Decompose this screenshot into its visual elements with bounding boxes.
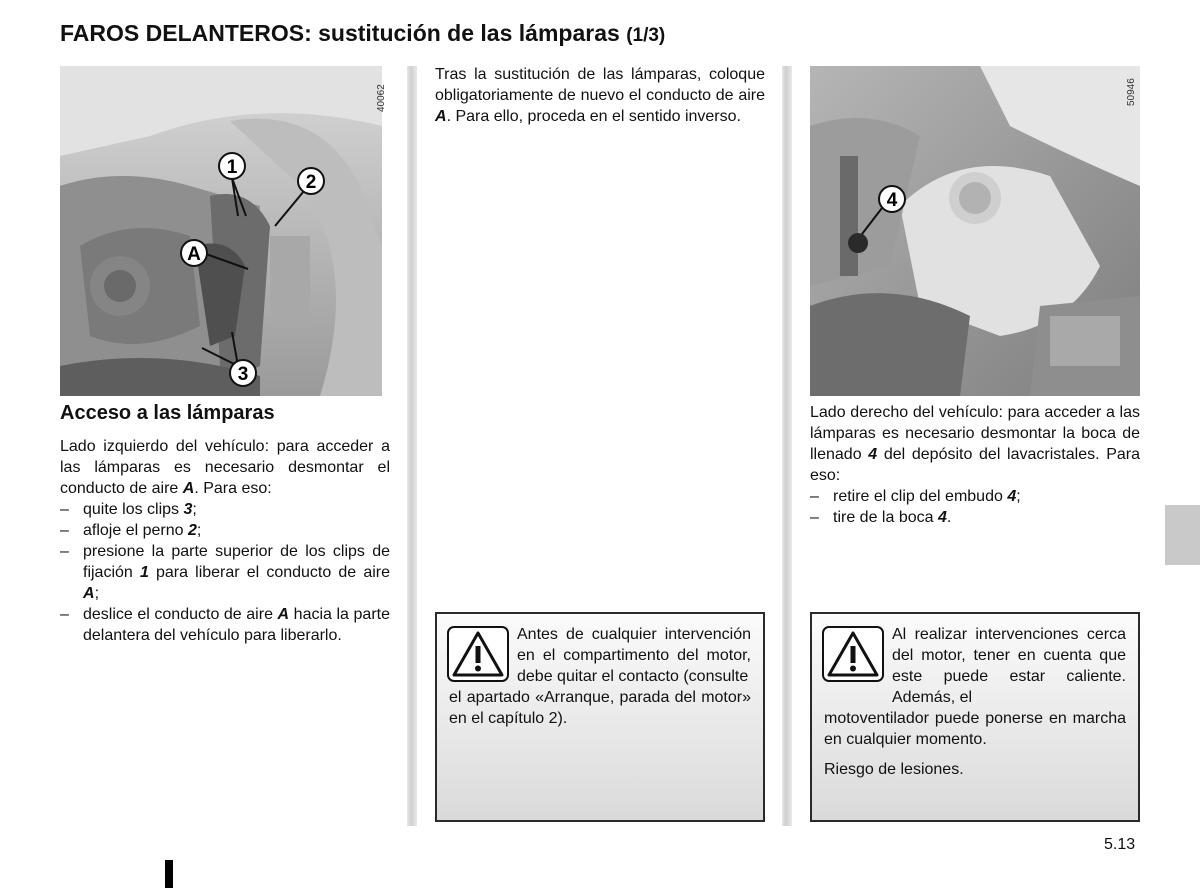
list-item: – retire el clip del embudo 4; xyxy=(810,486,1140,507)
col3-text xyxy=(810,402,1140,528)
callout-A xyxy=(181,240,207,266)
warning-text-left: Antes de cualquier intervención en el compartimento del motor, debe quitar el contacto (consulte el apartado «Arranque, parada del motor» en el capítulo 2). xyxy=(449,626,751,727)
col1-steps xyxy=(60,499,390,646)
figure-left-ref: 40062 xyxy=(376,84,387,112)
list-item: – tire de la boca 4. xyxy=(810,507,1140,528)
warning-note: Riesgo de lesiones. xyxy=(824,761,964,778)
svg-text:2: 2 xyxy=(305,172,317,193)
col3-intro: Lado derecho del vehículo: para acceder a las lámparas es necesario desmontar la boca de llenado 4 del depósito del lavacristales. Para eso: xyxy=(810,404,1141,484)
list-item: – quite los clips 3; xyxy=(60,499,390,520)
page-number: 5.13 xyxy=(1104,836,1136,853)
svg-text:4: 4 xyxy=(886,190,898,211)
warning-box-right xyxy=(810,612,1140,822)
engine-left-illustration xyxy=(60,66,382,396)
col2-paragraph: Tras la sustitución de las lámparas, coloque obligatoriamente de nuevo el conducto de aire A. Para ello, proceda en el sentido inverso. xyxy=(435,66,765,125)
list-item: – deslice el conducto de aire A hacia la parte delantera del vehículo para liberarlo. xyxy=(60,604,390,646)
list-item: – afloje el perno 2; xyxy=(60,520,390,541)
col1-text xyxy=(60,436,390,646)
section-heading: Acceso a las lámparas xyxy=(60,402,275,424)
col3-steps xyxy=(810,486,1140,528)
callout-2 xyxy=(298,168,324,194)
callout-1 xyxy=(219,153,245,179)
col1-intro: Lado izquierdo del vehículo: para acceder a las lámparas es necesario desmontar el conducto de aire A. Para eso: xyxy=(60,438,390,497)
engine-right-illustration xyxy=(810,66,1140,396)
title-part: (1/3) xyxy=(626,25,666,46)
callout-4 xyxy=(879,186,905,212)
column-separator-left xyxy=(407,66,417,826)
svg-text:3: 3 xyxy=(237,364,249,385)
warning-text-right: Al realizar intervenciones cerca del motor, tener en cuenta que este puede estar caliente. Además, el motoventilador puede ponerse en marcha en cualquier momento. Riesgo de lesiones. xyxy=(824,626,1126,778)
engine-right-figure xyxy=(810,66,1140,396)
callout-3 xyxy=(230,360,256,386)
col2-text xyxy=(435,64,765,127)
title-text: FAROS DELANTEROS: sustitución de las lámparas xyxy=(60,20,620,46)
engine-left-figure xyxy=(60,66,382,396)
crop-mark xyxy=(165,860,173,888)
figure-right-ref: 50946 xyxy=(1126,78,1137,106)
svg-text:A: A xyxy=(187,244,201,265)
chapter-tab xyxy=(1165,505,1200,565)
warning-box-left xyxy=(435,612,765,822)
page-title xyxy=(60,20,665,47)
svg-text:1: 1 xyxy=(226,157,238,178)
column-separator-right xyxy=(782,66,792,826)
list-item: – presione la parte superior de los clips de fijación 1 para liberar el conducto de aire A; xyxy=(60,541,390,604)
